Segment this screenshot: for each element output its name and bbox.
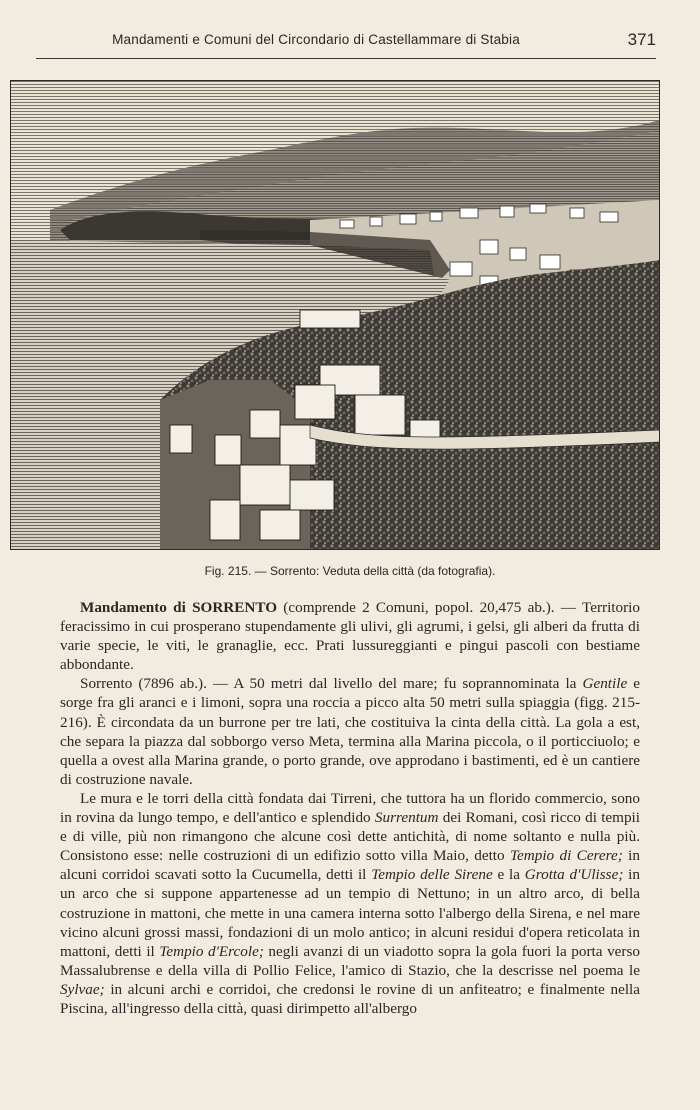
paragraph-antichita xyxy=(60,789,640,1018)
sorrento-engraving xyxy=(10,80,660,550)
paragraph-text: (comprende 2 Comuni, popol. 20,475 ab.). — Territorio feracissimo in cui prosperano stupendamente gli ulivi, gli agrumi, i gelsi, gli alberi da frutta di varie specie, le viti, le granaglie, ecc. Prati lussureggianti e pingui pascoli con bestiame abbondante. xyxy=(60,599,640,674)
paragraph-lead: Mandamento di SORRENTO xyxy=(80,599,278,616)
paragraph-text: (7896 ab.). — A 50 metri dal livello del mare; fu soprannominata la xyxy=(132,675,583,693)
figure-caption: Fig. 215. — Sorrento: Veduta della città (da fotografia). xyxy=(204,564,496,578)
paragraph-text: in un arco che si suppone appartenesse ad un tempio di Nettuno; in un altro arco, di bella costruzione in mattoni, che mette in una camera interna sotto l'albergo della Sirena, e nel mare vicino alcuni grossi massi, fondazioni di un molo antico; in alcuni residui d'opera reticolata in mattoni, detti il xyxy=(60,866,640,960)
paragraph-text: in alcuni archi e corridoi, che credonsi le rovine di un anfiteatro; e finalmente nella Piscina, all'ingresso della città, quasi dirimpetto all'albergo xyxy=(60,980,640,1017)
body-text xyxy=(60,598,640,1018)
paragraph-lead: Sorrento xyxy=(80,675,133,693)
header-rule xyxy=(36,58,656,59)
engraving-figure xyxy=(10,80,660,550)
paragraph-text: e sorge fra gli aranci e i limoni, sopra una roccia a picco alta 50 metri sulla spiaggia (figg. 215-216). È circondata da un burrone per tre lati, che costituiva la cinta della città. La gola a est, che separa la piazza dal sobborgo verso Meta, termina alla Marina piccola, o il porticciuolo; e quella a ovest alla Marina grande, o porto grande, ove approdano i bastimenti, ed è un cantiere di costruzione navale. xyxy=(60,675,640,788)
paragraph-mandamento xyxy=(60,598,640,674)
running-head xyxy=(36,30,656,56)
italic-term: Tempio d'Ercole; xyxy=(159,942,264,960)
italic-term: Grotta d'Ulisse; xyxy=(524,866,624,884)
paragraph-sorrento xyxy=(60,674,640,789)
italic-term: Surrentum xyxy=(374,809,439,827)
paragraph-text: in alcuni corridoi scavati sotto la Cucumella, detti il xyxy=(60,847,640,884)
page-number: 371 xyxy=(627,30,656,49)
paragraph-text: dei Romani, così ricco di tempii e di ville, più non rimangono che alcune così dette antichità, di nome soltanto e nulla più. Consistono esse: nelle costruzioni di un edifizio sotto villa Maio, detto xyxy=(60,809,640,865)
running-title: Mandamenti e Comuni del Circondario di Castellammare di Stabia xyxy=(112,32,520,47)
italic-term: Tempio di Cerere; xyxy=(509,847,623,865)
italic-term: Gentile xyxy=(582,675,628,693)
paragraph-text: e la xyxy=(492,866,525,884)
paragraph-text: negli avanzi di un viadotto sopra la gola fuori la porta verso Massalubrense e della villa di Pollio Felice, l'amico di Stazio, che la descrisse nel poema le xyxy=(60,942,640,979)
paragraph-text: Le mura e le torri della città fondata dai Tirreni, che tuttora ha un florido commercio, sono in rovina da lungo tempo, e dell'antico e splendido xyxy=(60,789,640,827)
italic-term: Tempio delle Sirene xyxy=(371,866,493,884)
italic-term: Sylvae; xyxy=(60,980,105,998)
